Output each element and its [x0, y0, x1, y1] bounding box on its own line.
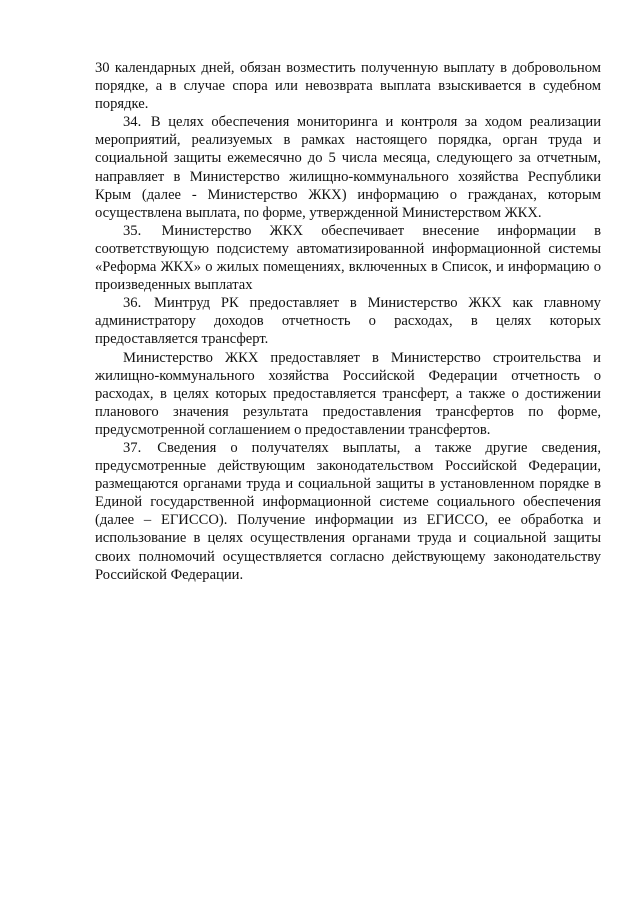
- paragraph-continuation: [95, 59, 601, 113]
- paragraph-text: 30 календарных дней, обязан возместить полученную выплату в добровольном порядке, а в случае спора или невозврата выплата взыскивается в судебном порядке.: [95, 60, 601, 113]
- paragraph-text: Минтруд РК предоставляет в Министерство ЖКХ как главному администратору доходов отчетность о расходах, в целях которых предоставляется трансферт.: [95, 295, 601, 348]
- paragraph-text: Сведения о получателях выплаты, а также другие сведения, предусмотренные действующим законодательством Российской Федерации, размещаются органами труда и социальной защиты в установленном порядке в Единой государственной информационной системе социального обеспечения (далее – ЕГИССО). Получение информации из ЕГИССО, ее обработка и использование в целях осуществления органами труда и социальной защиты своих полномочий осуществляется согласно действующему законодательству Российской Федерации.: [95, 439, 601, 583]
- document-body: [95, 59, 601, 584]
- paragraph-35: [95, 222, 601, 294]
- paragraph-number: 35.: [123, 222, 142, 239]
- paragraph-number: 36.: [123, 295, 142, 312]
- paragraph-36: [95, 294, 601, 348]
- paragraph-36-continuation: [95, 349, 601, 439]
- paragraph-text: В целях обеспечения мониторинга и контроля за ходом реализации мероприятий, реализуемых в рамках настоящего порядка, орган труда и социальной защиты ежемесячно до 5 числа месяца, следующего за отчетным, направляет в Министерство жилищно-коммунального хозяйства Республики Крым (далее - Министерство ЖКХ) информацию о гражданах, которым осуществлена выплата, по форме, утвержденной Министерством ЖКХ.: [95, 114, 601, 221]
- paragraph-number: 37.: [123, 439, 142, 456]
- paragraph-37: [95, 439, 601, 584]
- paragraph-text: Министерство ЖКХ обеспечивает внесение информации в соответствующую подсистему автоматизированной информационной системы «Реформа ЖКХ» о жилых помещениях, включенных в Список, и информацию о произведенных выплатах: [95, 222, 601, 294]
- paragraph-text: Министерство ЖКХ предоставляет в Министерство строительства и жилищно-коммунального хозяйства Российской Федерации отчетность о расходах, в целях которых предоставляется трансферт, а также о достижении планового значения результата предоставления трансфертов по форме, предусмотренной соглашением о предоставлении трансфертов.: [95, 349, 601, 438]
- paragraph-34: [95, 113, 601, 222]
- paragraph-number: 34.: [123, 114, 142, 131]
